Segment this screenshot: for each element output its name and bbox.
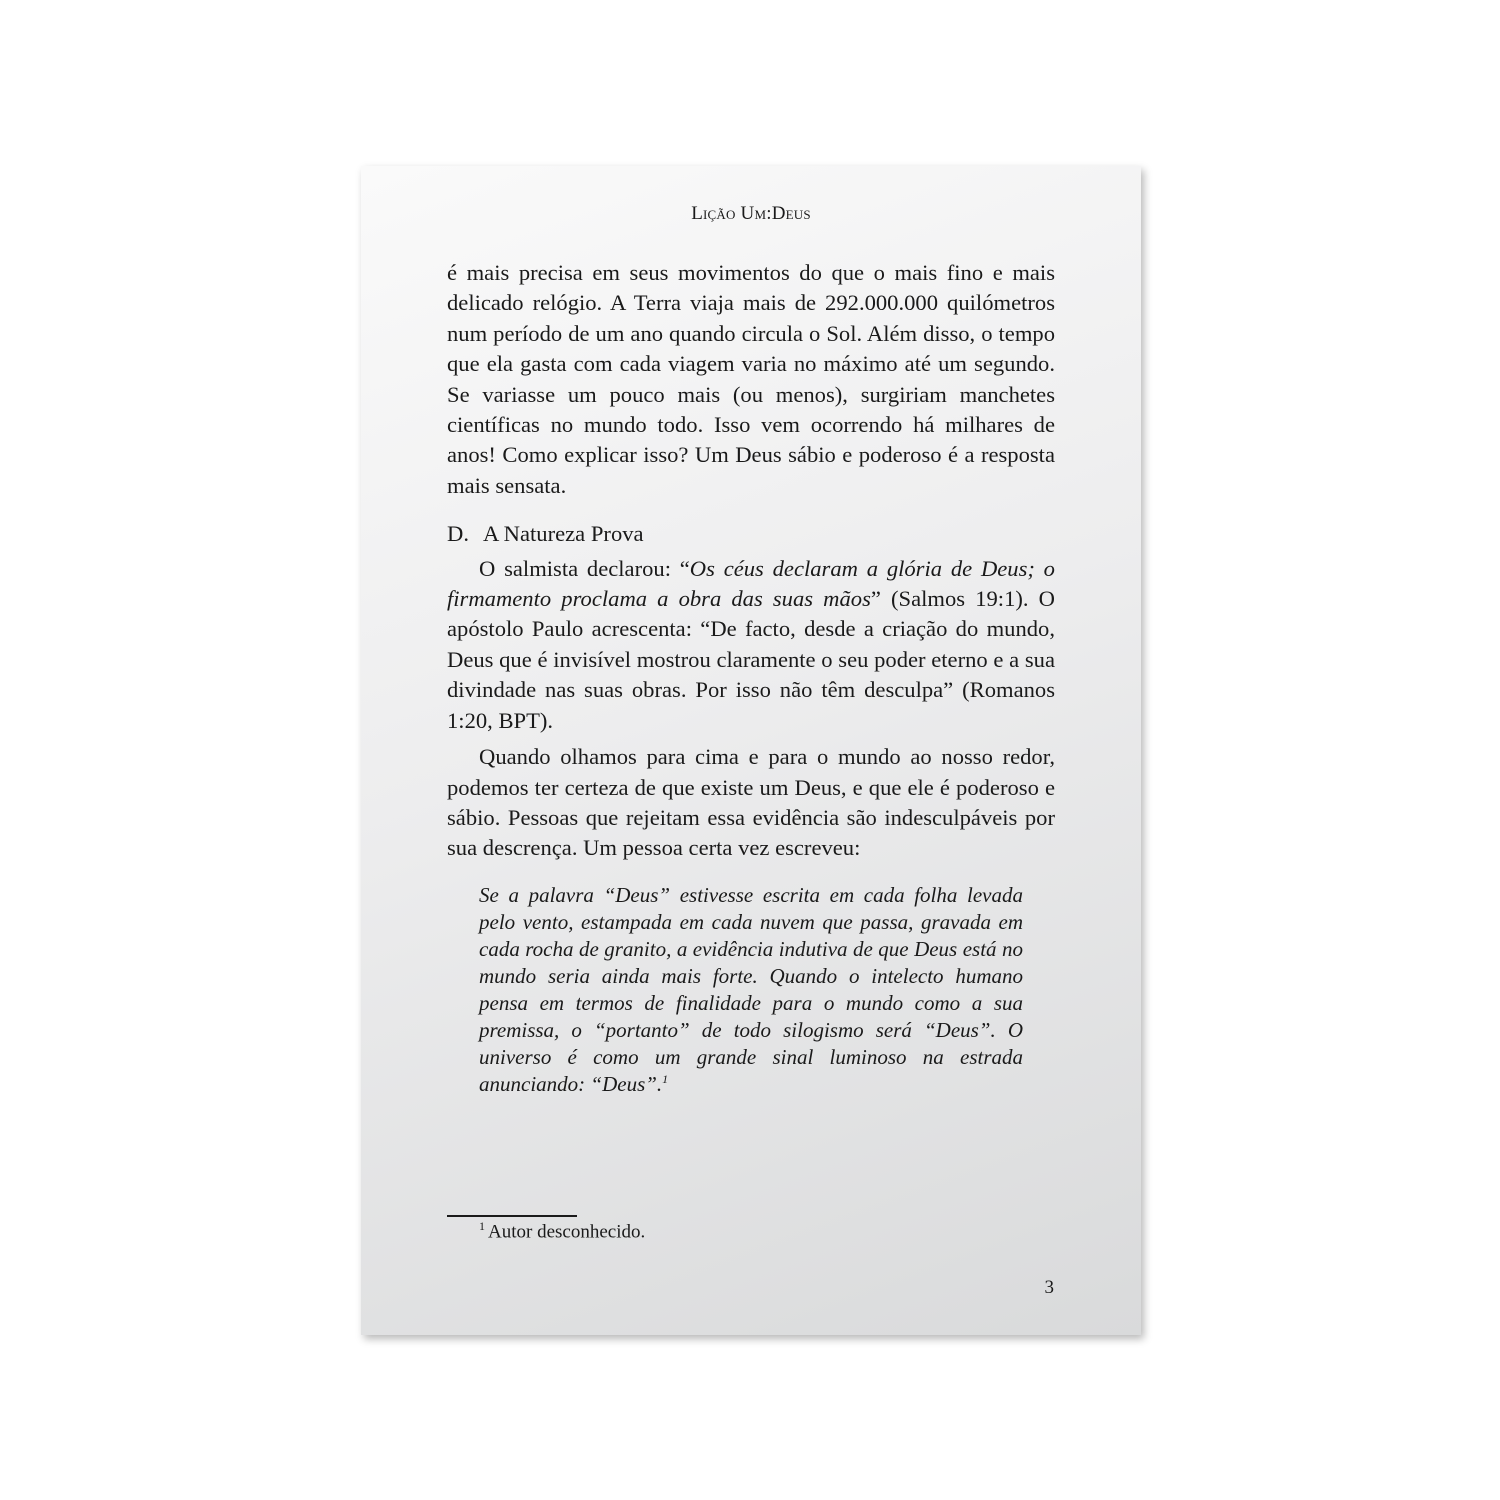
book-page bbox=[361, 166, 1141, 1335]
section-heading bbox=[447, 519, 1055, 549]
paragraph-psalm bbox=[447, 554, 1055, 736]
footnote-text: Autor desconhecido. bbox=[488, 1221, 646, 1243]
footnote-divider bbox=[447, 1215, 577, 1217]
paragraph-psalm-lead: O salmista declarou: “ bbox=[479, 555, 690, 581]
footnote-marker: 1 bbox=[479, 1219, 485, 1233]
block-quote bbox=[479, 882, 1023, 1098]
paragraph-observation: Quando olhamos para cima e para o mundo ao nosso redor, podemos ter certeza de que existe um Deus, e que ele é poderoso e sábio. Pessoas que rejeitam essa evidência são indesculpáveis por sua descrença. Um pessoa certa vez escreveu: bbox=[447, 744, 1055, 861]
section-letter: D. bbox=[447, 521, 469, 547]
footnote bbox=[479, 1219, 645, 1243]
footnote-reference[interactable]: 1 bbox=[662, 1071, 669, 1086]
page-number: 3 bbox=[1044, 1277, 1054, 1298]
paragraph-continued: é mais precisa em seus movimentos do que o mais fino e mais delicado relógio. A Terra viaja mais de 292.000.000 quilómetros num período de um ano quando circula o Sol. Além disso, o tempo que ela gasta com cada viagem varia no máximo até um segundo. Se variasse um pouco mais (ou menos), surgiriam manchetes científicas no mundo todo. Isso vem ocorrendo há milhares de anos! Como explicar isso? Um Deus sábio e poderoso é a resposta mais sensata. bbox=[447, 260, 1055, 498]
paragraph-psalm-tail: ” (Salmos 19:1). O apóstolo Paulo acrescenta: “De facto, desde a criação do mundo, Deus que é invisível mostrou claramente o seu poder eterno e a sua divindade nas suas obras. Por isso não têm desculpa” (Romanos 1:20, BPT). bbox=[447, 586, 1055, 733]
running-head: Lição Um:Deus bbox=[691, 203, 811, 224]
body-text bbox=[447, 258, 1055, 1098]
psalm-quote: Os céus declaram a glória de Deus; o firmamento proclama a obra das suas mãos bbox=[447, 555, 1055, 612]
section-title: A Natureza Prova bbox=[482, 521, 644, 547]
block-quote-text: Se a palavra “Deus” estivesse escrita em cada folha levada pelo vento, estampada em cada nuvem que passa, gravada em cada rocha de granito, a evidência indutiva de que Deus está no mundo seria ainda mais forte. Quando o intelecto humano pensa em termos de finalidade para o mundo como a sua premissa, o “portanto” de todo silogismo será “Deus”. O universo é como um grande sinal luminoso na estrada anunciando: “Deus”. bbox=[479, 882, 1023, 1096]
